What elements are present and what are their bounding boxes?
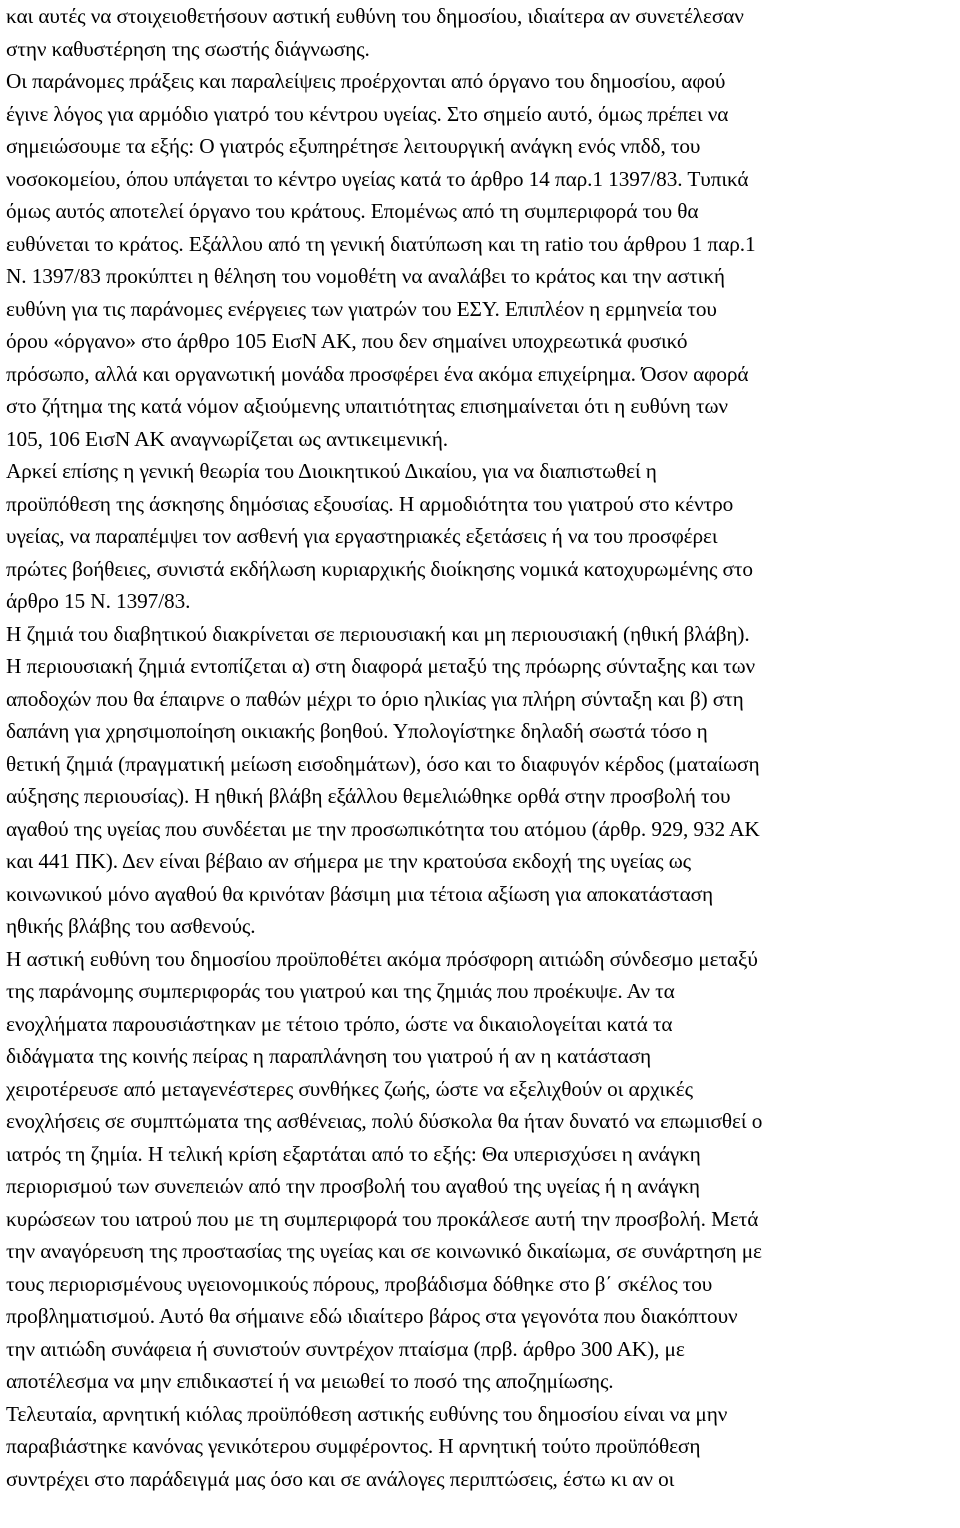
text-line: ηθικής βλάβης του ασθενούς. xyxy=(6,914,256,938)
text-line: και αυτές να στοιχειοθετήσουν αστική ευθύνη του δημοσίου, ιδιαίτερα αν συνετέλεσαν xyxy=(6,4,744,28)
text-line: υγείας, να παραπέμψει τον ασθενή για εργαστηριακές εξετάσεις ή να του προσφέρει xyxy=(6,524,718,548)
text-line xyxy=(6,1495,956,1528)
text-line: ευθύνεται το κράτος. Εξάλλου από τη γενική διατύπωση και τη ratio του άρθρου 1 παρ.1 xyxy=(6,231,756,256)
text-line: δαπάνη για χρησιμοποίηση οικιακής βοηθού. Υπολογίστηκε δηλαδή σωστά τόσο η xyxy=(6,719,708,743)
text-line: θετική ζημιά (πραγματική μείωση εισοδημάτων), όσο και το διαφυγόν κέρδος (ματαίωση xyxy=(6,751,760,776)
text-line: Αρκεί επίσης η γενική θεωρία του Διοικητικού Δικαίου, για να διαπιστωθεί η xyxy=(6,459,657,483)
text-line: της παράνομης συμπεριφοράς του γιατρού και της ζημιάς που προέκυψε. Αν τα xyxy=(6,979,675,1003)
document-page xyxy=(6,0,956,1528)
text-line: Η αστική ευθύνη του δημοσίου προϋποθέτει ακόμα πρόσφορη αιτιώδη σύνδεσμο μεταξύ xyxy=(6,946,758,971)
text-line: πρόσωπο, αλλά και οργανωτική μονάδα προσφέρει ένα ακόμα επιχείρημα. Όσον αφορά xyxy=(6,361,749,386)
text-line: χειροτέρευσε από μεταγενέστερες συνθήκες ζωής, ώστε να εξελιχθούν οι αρχικές xyxy=(6,1076,693,1101)
text-line: ενοχλήσεις σε συμπτώματα της ασθένειας, πολύ δύσκολα θα ήταν δυνατό να επωμισθεί ο xyxy=(6,1109,763,1133)
text-line: ευθύνη για τις παράνομες ενέργειες των γιατρών του ΕΣΥ. Επιπλέον η ερμηνεία του xyxy=(6,296,717,321)
text-line: προβληματισμού. Αυτό θα σήμαινε εδώ ιδιαίτερο βάρος στα γεγονότα που διακόπτουν xyxy=(6,1304,738,1328)
text-line: αποτέλεσμα να μην επιδικαστεί ή να μειωθεί το ποσό της αποζημίωσης. xyxy=(6,1369,614,1393)
text-line: στην καθυστέρηση της σωστής διάγνωσης. xyxy=(6,36,370,61)
text-line: διδάγματα της κοινής πείρας η παραπλάνηση του γιατρού ή αν η κατάσταση xyxy=(6,1044,652,1068)
text-line: παραβιάστηκε κανόνας γενικότερου συμφέροντος. Η αρνητική τούτο προϋπόθεση xyxy=(6,1434,701,1458)
text-line: Τελευταία, αρνητική κιόλας προϋπόθεση αστικής ευθύνης του δημοσίου είναι να μην xyxy=(6,1401,728,1426)
text-line: 105, 106 ΕισΝ ΑΚ αναγνωρίζεται ως αντικειμενική. xyxy=(6,426,448,451)
text-line: αύξησης περιουσίας). Η ηθική βλάβη εξάλλου θεμελιώθηκε ορθά στην προσβολή του xyxy=(6,784,731,808)
text-line: κοινωνικού μόνο αγαθού θα κρινόταν βάσιμη μια τέτοια αξίωση για αποκατάσταση xyxy=(6,881,714,906)
text-line: την αιτιώδη συνάφεια ή συνιστούν συντρέχον πταίσμα (πρβ. άρθρο 300 ΑΚ), με xyxy=(6,1336,685,1361)
text-line: στο ζήτημα της κατά νόμον αξιούμενης υπαιτιότητας επισημαίνεται ότι η ευθύνη των xyxy=(6,394,728,418)
text-line: περιορισμού των συνεπειών από την προσβολή του αγαθού της υγείας ή η ανάγκη xyxy=(6,1174,700,1198)
text-line: Οι παράνομες πράξεις και παραλείψεις προέρχονται από όργανο του δημοσίου, αφού xyxy=(6,69,726,93)
text-line: Η ζημιά του διαβητικού διακρίνεται σε περιουσιακή και μη περιουσιακή (ηθική βλάβη). xyxy=(6,621,750,646)
text-line: όμως αυτός αποτελεί όργανο του κράτους. Επομένως από τη συμπεριφορά του θα xyxy=(6,199,699,223)
text-line: όρου «όργανο» στο άρθρο 105 ΕισΝ ΑΚ, που δεν σημαίνει υποχρεωτικά φυσικό xyxy=(6,329,688,353)
text-line: προϋπόθεση της άσκησης δημόσιας εξουσίας. Η αρμοδιότητα του γιατρού στο κέντρο xyxy=(6,491,734,516)
text-line: Η περιουσιακή ζημιά εντοπίζεται α) στη διαφορά μεταξύ της πρόωρης σύνταξης και των xyxy=(6,654,756,678)
text-line: τους περιορισμένους υγειονομικούς πόρους, προβάδισμα δόθηκε στο β΄ σκέλος του xyxy=(6,1271,713,1296)
text-line: κυρώσεων του ιατρού που με τη συμπεριφορά του προκάλεσε αυτή την προσβολή. Μετά xyxy=(6,1206,759,1231)
text-line: αγαθού της υγείας που συνδέεται με την προσωπικότητα του ατόμου (άρθρ. 929, 932 ΑΚ xyxy=(6,816,760,841)
text-line: ενοχλήματα παρουσιάστηκαν με τέτοιο τρόπο, ώστε να δικαιολογείται κατά τα xyxy=(6,1011,673,1036)
text-line: σημειώσουμε τα εξής: Ο γιατρός εξυπηρέτησε λειτουργική ανάγκη ενός νπδδ, του xyxy=(6,134,701,158)
text-line: συντρέχει στο παράδειγμά μας όσο και σε ανάλογες περιπτώσεις, έστω κι αν οι xyxy=(6,1466,675,1491)
text-line: και 441 ΠΚ). Δεν είναι βέβαιο αν σήμερα με την κρατούσα εκδοχή της υγείας ως xyxy=(6,849,691,873)
text-line: νοσοκομείου, όπου υπάγεται το κέντρο υγείας κατά το άρθρο 14 παρ.1 1397/83. Τυπικά xyxy=(6,166,749,191)
text-line: πρώτες βοήθειες, συνιστά εκδήλωση κυριαρχικής διοίκησης νομικά κατοχυρωμένης στο xyxy=(6,556,753,581)
text-line: Ν. 1397/83 προκύπτει η θέληση του νομοθέτη να αναλάβει το κράτος και την αστική xyxy=(6,264,725,288)
text-line: ιατρός τη ζημία. Η τελική κρίση εξαρτάται από το εξής: Θα υπερισχύσει η ανάγκη xyxy=(6,1141,701,1166)
text-line: την αναγόρευση της προστασίας της υγείας και σε κοινωνικό δικαίωμα, σε συνάρτηση με xyxy=(6,1239,762,1263)
text-line: άρθρο 15 Ν. 1397/83. xyxy=(6,589,191,613)
text-line: έγινε λόγος για αρμόδιο γιατρό του κέντρου υγείας. Στο σημείο αυτό, όμως πρέπει να xyxy=(6,101,729,126)
text-line: αποδοχών που θα έπαιρνε ο παθών μέχρι το όριο ηλικίας για πλήρη σύνταξη και β) στη xyxy=(6,686,744,711)
